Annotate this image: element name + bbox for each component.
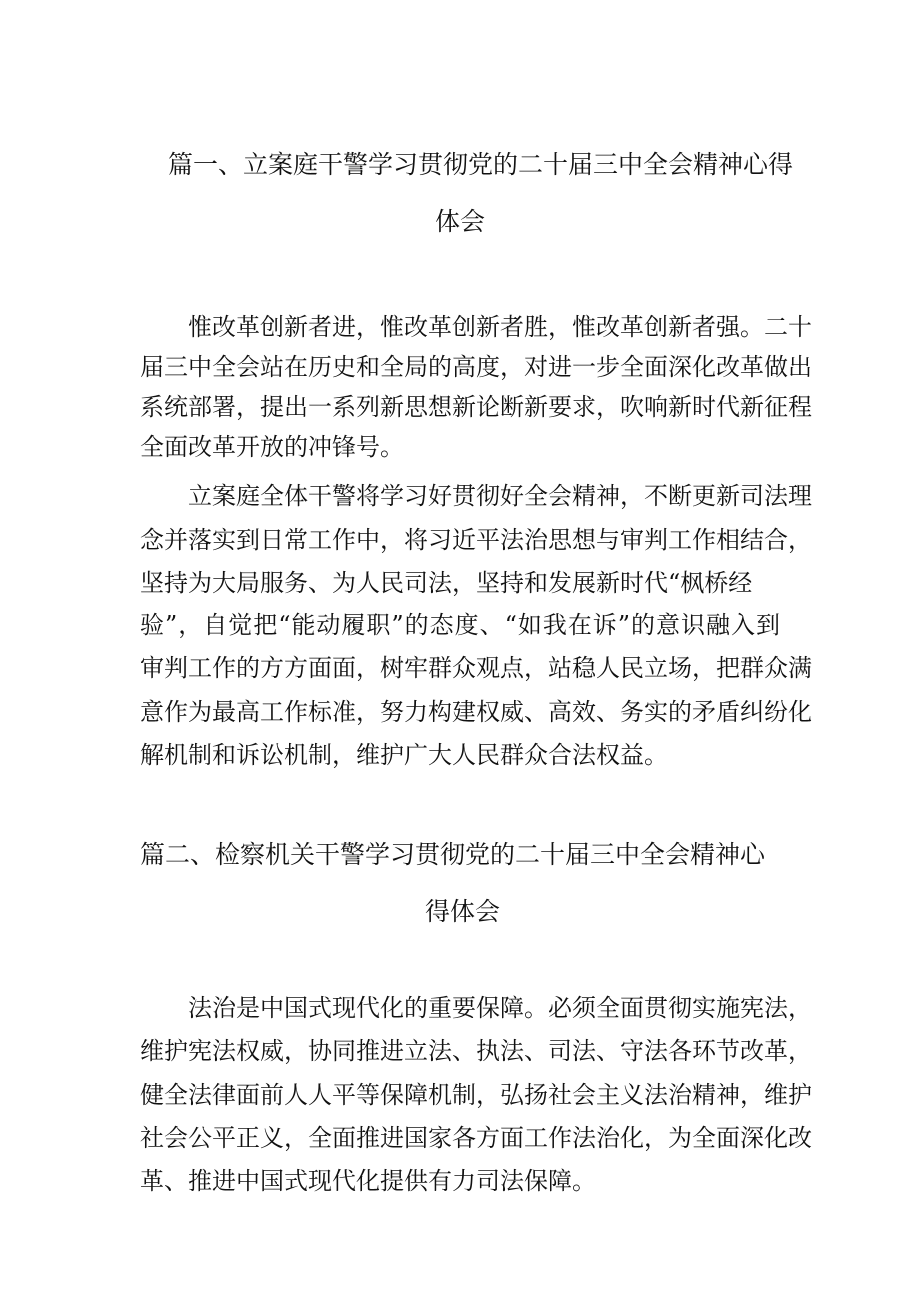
section-2-title-line-2: 得体会 — [425, 897, 501, 926]
section-1-paragraph-2-line: 立案庭全体干警将学习好贯彻好全会精神，不断更新司法理 — [188, 482, 812, 510]
section-1-paragraph-1-line: 届三中全会站在历史和全局的高度，对进一步全面深化改革做出 — [140, 353, 812, 381]
section-2-paragraph-1-line: 维护宪法权威，协同推进立法、执法、司法、守法各环节改革， — [140, 1037, 812, 1065]
section-1-paragraph-2-line: 坚持为大局服务、为人民司法，坚持和发展新时代“枫桥经 — [140, 569, 753, 597]
section-2-paragraph-1-line: 健全法律面前人人平等保障机制，弘扬社会主义法治精神，维护 — [140, 1081, 812, 1109]
section-1-paragraph-1-line: 惟改革创新者进，惟改革创新者胜，惟改革创新者强。二十 — [188, 313, 812, 341]
section-1-paragraph-2-line: 念并落实到日常工作中，将习近平法治思想与审判工作相结合， — [140, 526, 812, 554]
section-1-title-line-2: 体会 — [435, 207, 486, 236]
section-1-paragraph-1-line: 系统部署，提出一系列新思想新论断新要求，吹响新时代新征程 — [140, 393, 812, 421]
section-1-paragraph-2-line: 验”，自觉把“能动履职”的态度、“如我在诉”的意识融入到 — [140, 611, 780, 639]
section-2-paragraph-1-line: 法治是中国式现代化的重要保障。必须全面贯彻实施宪法， — [188, 994, 812, 1022]
section-1-paragraph-1-line: 全面改革开放的冲锋号。 — [140, 433, 404, 461]
section-2-paragraph-1-line: 革、推进中国式现代化提供有力司法保障。 — [140, 1167, 596, 1195]
section-1-paragraph-2-line: 审判工作的方方面面，树牢群众观点，站稳人民立场，把群众满 — [140, 654, 812, 682]
section-1-paragraph-2-line: 意作为最高工作标准，努力构建权威、高效、务实的矛盾纠纷化 — [140, 698, 812, 726]
section-1-paragraph-2-line: 解机制和诉讼机制，维护广大人民群众合法权益。 — [140, 741, 668, 769]
section-2-paragraph-1-line: 社会公平正义，全面推进国家各方面工作法治化，为全面深化改 — [140, 1124, 812, 1152]
section-1-title-line-1: 篇一、立案庭干警学习贯彻党的二十届三中全会精神心得 — [168, 150, 794, 179]
section-2-title-line-1: 篇二、检察机关干警学习贯彻党的二十届三中全会精神心 — [140, 840, 766, 869]
